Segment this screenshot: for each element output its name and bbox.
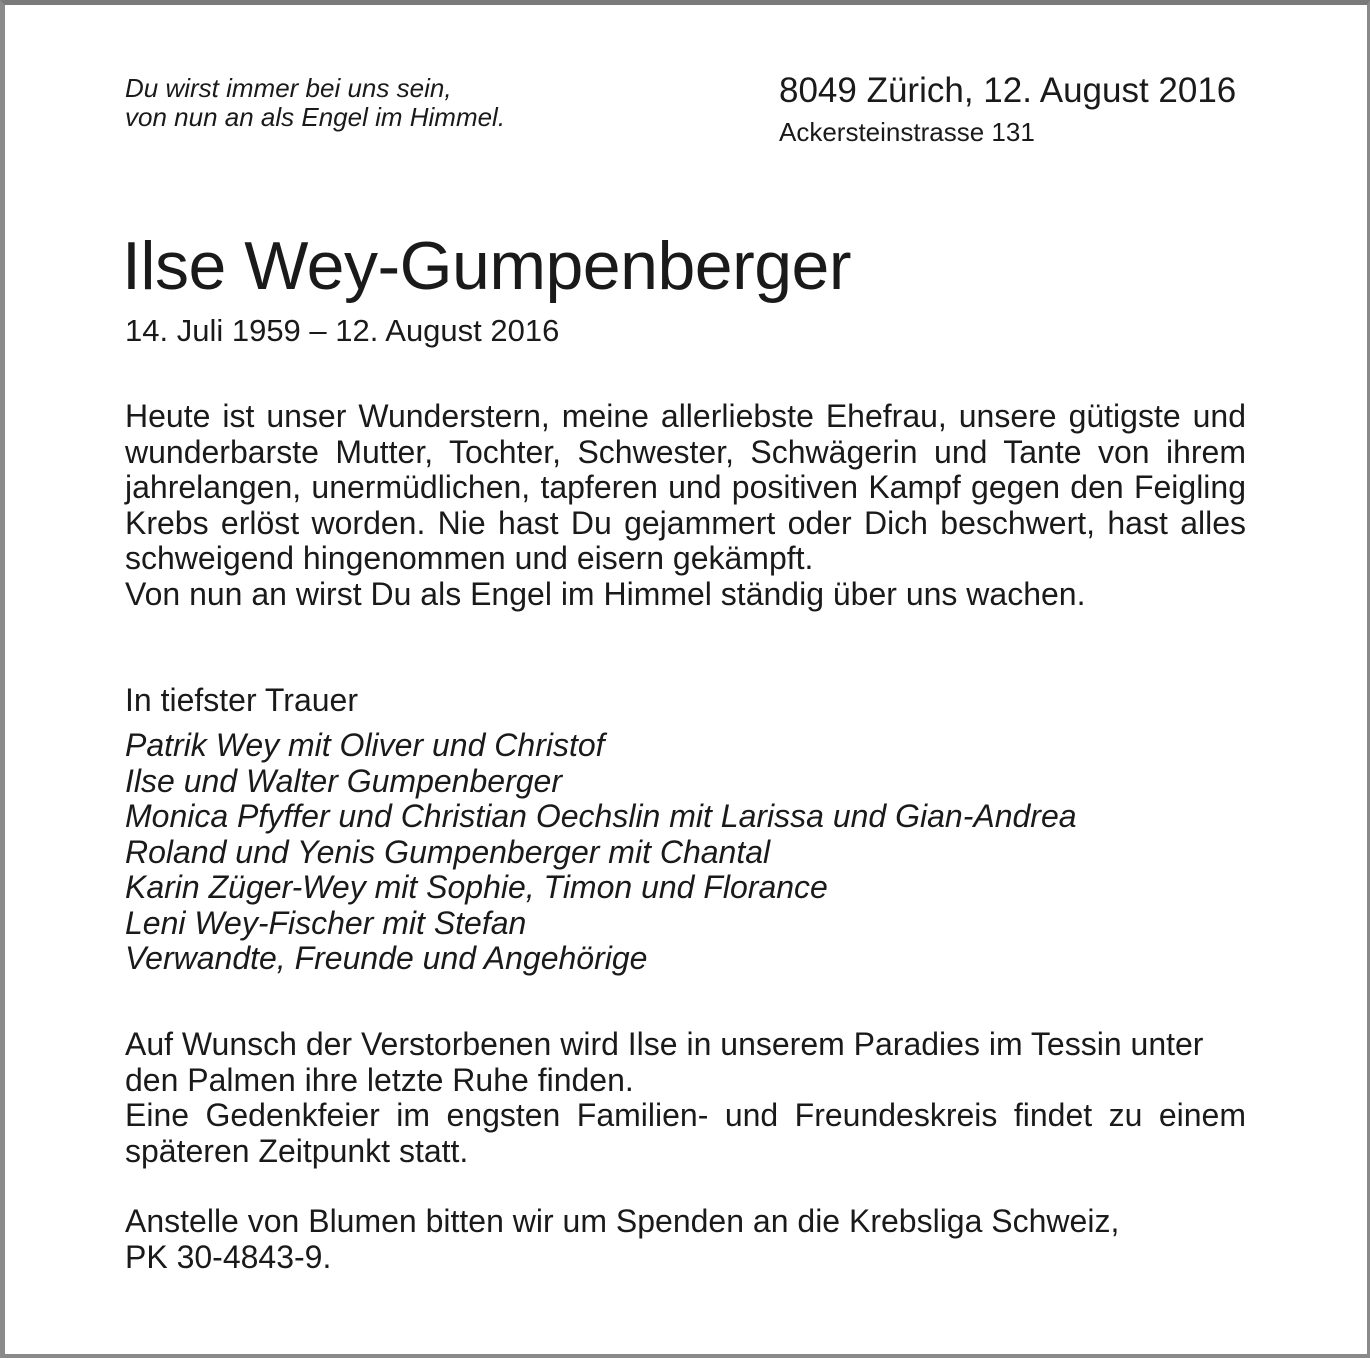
mourning-heading: In tiefster Trauer	[125, 682, 358, 718]
burial-paragraph	[125, 1027, 1246, 1169]
mourner-name: Monica Pfyffer und Christian Oechslin mit Larissa und Gian-Andrea	[125, 798, 1077, 834]
donation-line: Anstelle von Blumen bitten wir um Spenden an die Krebsliga Schweiz,	[125, 1203, 1120, 1239]
mourners-list	[125, 728, 1077, 977]
life-dates: 14. Juli 1959 – 12. August 2016	[125, 313, 560, 348]
deceased-name: Ilse Wey-Gumpenberger	[122, 228, 851, 304]
mourner-name: Karin Züger-Wey mit Sophie, Timon und Florance	[125, 869, 828, 905]
motto-line: Du wirst immer bei uns sein,	[125, 73, 452, 103]
burial-text: Auf Wunsch der Verstorbenen wird Ilse in unserem Paradies im Tessin unter den Palmen ihre letzte Ruhe finden.	[125, 1026, 1204, 1098]
street-address: Ackersteinstrasse 131	[779, 117, 1035, 147]
tribute-text: Heute ist unser Wunderstern, meine allerliebste Ehefrau, unsere gütigste und wunderbarste Mutter, Tochter, Schwester, Schwägerin und Tante von ihrem jahrelangen, unermüdlichen, tapferen und positiven Kampf gegen den Feigling Krebs erlöst worden. Nie hast Du gejammert oder Dich beschwert, hast alles schweigend hingenommen und eisern gekämpft.	[125, 398, 1246, 576]
motto-line: von nun an als Engel im Himmel.	[125, 102, 506, 132]
mourner-name: Leni Wey-Fischer mit Stefan	[125, 904, 527, 941]
donation-account: PK 30-4843-9.	[125, 1238, 332, 1275]
motto	[125, 74, 505, 132]
mourner-name: Patrik Wey mit Oliver und Christof	[125, 727, 605, 763]
tribute-closing: Von nun an wirst Du als Engel im Himmel ständig über uns wachen.	[125, 575, 1086, 612]
donation-paragraph	[125, 1204, 1246, 1275]
place-date: 8049 Zürich, 12. August 2016	[779, 71, 1237, 110]
mourner-name: Roland und Yenis Gumpenberger mit Chantal	[125, 833, 771, 870]
mourner-name: Verwandte, Freunde und Angehörige	[125, 940, 648, 976]
tribute-paragraph	[125, 399, 1246, 612]
mourner-name: Ilse und Walter Gumpenberger	[125, 762, 562, 799]
memorial-text: Eine Gedenkfeier im engsten Familien- und Freundeskreis findet zu einem späteren Zeitpunkt statt.	[125, 1097, 1246, 1169]
